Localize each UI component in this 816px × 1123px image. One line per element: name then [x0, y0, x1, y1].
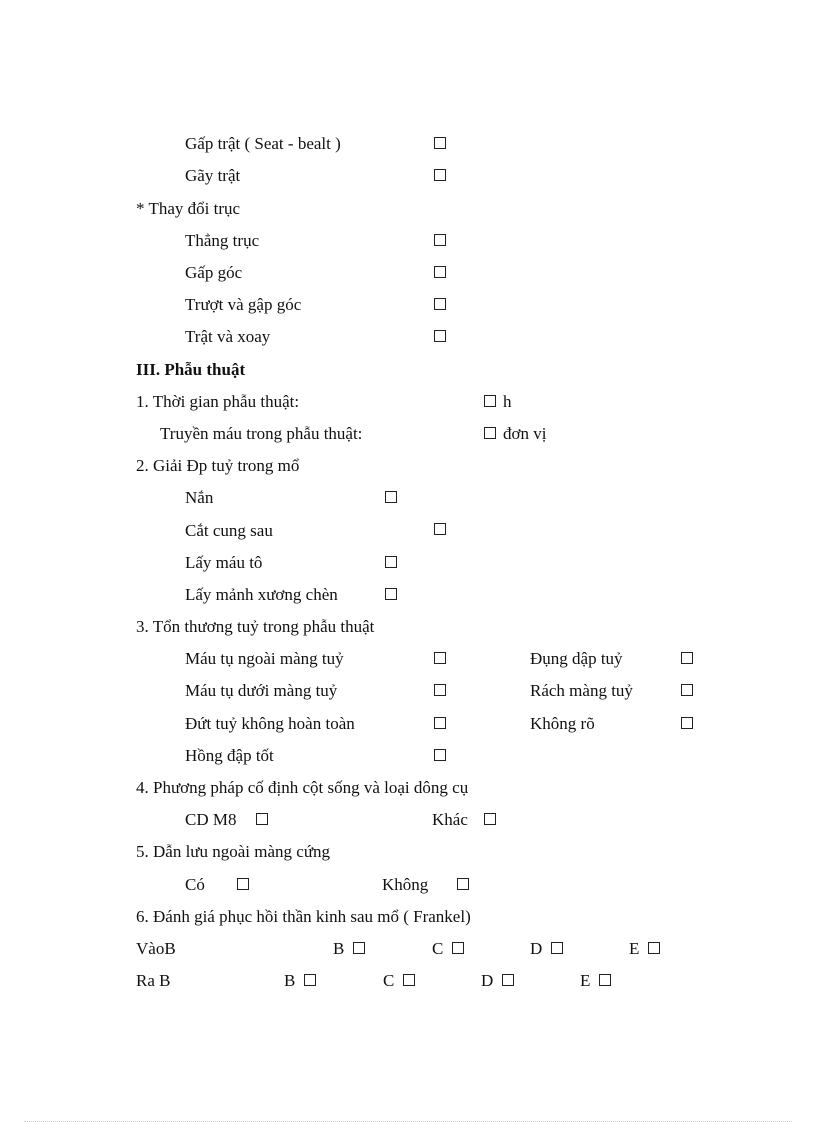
checkbox-cd-m8[interactable]: [256, 813, 268, 825]
frankel-out-grade-e-label: E: [580, 971, 591, 990]
transfusion-label: Truyền máu trong phẫu thuật:: [160, 424, 363, 443]
option-drain-yes: Có: [185, 875, 205, 894]
checkbox-dural-tear[interactable]: [681, 684, 693, 696]
option-cd-m8: CD M8: [185, 810, 237, 829]
option-angulation: Gấp góc: [185, 263, 243, 282]
axis-change-heading: * Thay đổi trục: [136, 199, 241, 218]
checkbox-subdural-hematoma[interactable]: [434, 684, 446, 696]
option-other-fixation: Khác: [432, 810, 468, 829]
checkbox-good-pulsation[interactable]: [434, 749, 446, 761]
checkbox-angulation[interactable]: [434, 266, 446, 278]
option-hematoma-removal: Lấy máu tô: [185, 553, 263, 572]
checkbox-hematoma-removal[interactable]: [385, 556, 397, 568]
fixation-method-heading: 4. Phương pháp cố định cột sống và loại dông cụ: [136, 778, 469, 797]
checkbox-reduction[interactable]: [385, 491, 397, 503]
frankel-in-grade-b-label: B: [333, 939, 345, 958]
option-unclear: Không rõ: [530, 714, 595, 733]
frankel-out-grade-b-label: B: [284, 971, 296, 990]
checkbox-incomplete-transection[interactable]: [434, 717, 446, 729]
checkbox-frankel-in-d[interactable]: [551, 942, 563, 954]
checkbox-frankel-in-c[interactable]: [452, 942, 464, 954]
transfusion-field[interactable]: [484, 427, 496, 439]
checkbox-other-fixation[interactable]: [484, 813, 496, 825]
cord-injury-heading: 3. Tổn thương tuỷ trong phẫu thuật: [136, 617, 375, 636]
frankel-in-grade-d-label: D: [530, 939, 543, 958]
checkbox-frankel-out-c[interactable]: [403, 974, 415, 986]
surgery-time-label: 1. Thời gian phẫu thuật:: [136, 392, 300, 411]
section-surgery-heading: III. Phẫu thuật: [136, 360, 246, 379]
option-slip-angulation: Trượt và gập góc: [185, 295, 302, 314]
checkbox-frankel-out-d[interactable]: [502, 974, 514, 986]
checkbox-slip-angulation[interactable]: [434, 298, 446, 310]
option-fracture-dislocation: Gãy trật: [185, 166, 241, 185]
frankel-in-grade-c-label: C: [432, 939, 444, 958]
option-epidural-hematoma: Máu tụ ngoài màng tuỷ: [185, 649, 344, 668]
option-good-pulsation: Hồng đập tốt: [185, 746, 274, 765]
epidural-drain-heading: 5. Dẫn lưu ngoài màng cứng: [136, 842, 331, 861]
checkbox-frankel-in-e[interactable]: [648, 942, 660, 954]
option-bone-fragment-removal: Lấy mảnh xương chèn: [185, 585, 338, 604]
frankel-heading: 6. Đánh giá phục hồi thần kinh sau mổ ( Frankel): [136, 907, 471, 926]
checkbox-dislocation-rotation[interactable]: [434, 330, 446, 342]
checkbox-epidural-hematoma[interactable]: [434, 652, 446, 664]
option-drain-no: Không: [382, 875, 429, 894]
checkbox-seat-belt[interactable]: [434, 137, 446, 149]
checkbox-unclear[interactable]: [681, 717, 693, 729]
checkbox-straight-axis[interactable]: [434, 234, 446, 246]
frankel-out-grade-d-label: D: [481, 971, 494, 990]
checkbox-bone-fragment-removal[interactable]: [385, 588, 397, 600]
option-incomplete-transection: Đứt tuỷ không hoàn toàn: [185, 714, 355, 733]
option-laminectomy: Cắt cung sau: [185, 521, 273, 540]
frankel-out-label: Ra B: [136, 971, 171, 990]
option-seat-belt: Gấp trật ( Seat - bealt ): [185, 134, 341, 153]
option-cord-contusion: Đụng dập tuỷ: [530, 649, 623, 668]
checkbox-drain-no[interactable]: [457, 878, 469, 890]
frankel-in-label: VàoB: [136, 939, 176, 958]
checkbox-frankel-out-b[interactable]: [304, 974, 316, 986]
option-dural-tear: Rách màng tuỷ: [530, 681, 633, 700]
transfusion-unit: đơn vị: [503, 424, 547, 443]
page-bottom-divider: [24, 1121, 792, 1122]
frankel-out-grade-c-label: C: [383, 971, 395, 990]
surgery-time-field[interactable]: [484, 395, 496, 407]
checkbox-frankel-out-e[interactable]: [599, 974, 611, 986]
frankel-in-grade-e-label: E: [629, 939, 640, 958]
checkbox-fracture-dislocation[interactable]: [434, 169, 446, 181]
checkbox-drain-yes[interactable]: [237, 878, 249, 890]
option-dislocation-rotation: Trật và xoay: [185, 327, 271, 346]
option-straight-axis: Thẳng trục: [185, 231, 260, 250]
surgery-time-unit: h: [503, 392, 512, 411]
cord-decompression-heading: 2. Giải Đp tuỷ trong mổ: [136, 456, 300, 475]
option-subdural-hematoma: Máu tụ dưới màng tuỷ: [185, 681, 338, 700]
option-reduction: Nắn: [185, 488, 214, 507]
checkbox-laminectomy[interactable]: [434, 523, 446, 535]
checkbox-frankel-in-b[interactable]: [353, 942, 365, 954]
checkbox-cord-contusion[interactable]: [681, 652, 693, 664]
